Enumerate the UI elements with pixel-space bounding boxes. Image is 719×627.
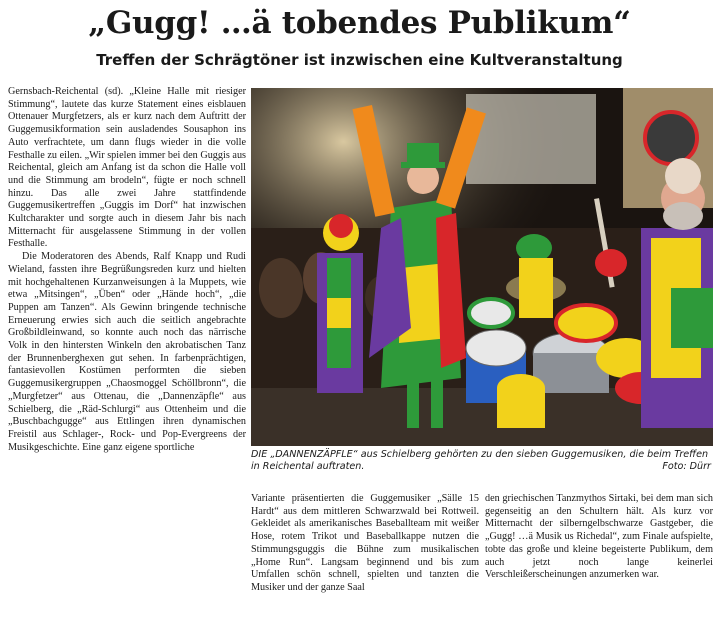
photo-illustration xyxy=(251,88,713,446)
paragraph: Variante präsentierten die Guggemusiker „Sälle 15 Hardt“ aus dem mittleren Schwarzwald bei Rottweil. Gekleidet als amerikanisches Baseballteam mit weißer Hose, rotem Trikot und Baseballkappe nutzen die Stimmungsguggis die Bühne zum musikalischen „Home Run“. Langsam beginnend und bis zum Umfallen schön schnell, spielten und tanzten die Musiker und der ganze Saal xyxy=(251,493,479,593)
paragraph: den griechischen Tanzmythos Sirtaki, bei dem man sich gegenseitig an den Schultern hält. Als kurz vor Mitternacht der silberngelbschwarze Gastgeber, die „Gugg! …ä Musik us Richedal“, zum Finale aufspielte, tobte das große und kleine begeisterte Publikum, dem auch jetzt noch lange keinerlei Verschleißerscheinungen anzumerken war. xyxy=(485,493,713,581)
paragraph: Die Moderatoren des Abends, Ralf Knapp und Rudi Wieland, fassten ihre Begrüßungsreden kurz und hielten mit hochgehaltenen Kurzanweisungen à la Muppets, wie etwa „Mitsingen“, „Üben“ oder „Hände hoch“, „die Puppen am Tanzen“. Als Gewinn bringende technische Erneuerung erwies sich auch die seitlich angebrachte Großbildleinwand, so konnte auch noch das närrische Volk in den hintersten Winkeln den akrobatischen Tanz der Brunnenberghexen gut sehen. In farbenprächtigen, fantasievollen Kostümen performten die sieben Guggemusikergruppen „Chaosmoggel Schöllbronn“, die „Murgfetzer“ aus Ottenau, die „Dannenzäpfle“ aus Schielberg, die „Räd-Schlurgi“ aus Ottenheim und die „Buschbachgugge“ aus Ettlingen ihren dynamischen Freistil aus Schlager-, Rock- und Pop-Evergreens der Musikgeschichte. Eine ganz eigene sportliche xyxy=(8,251,246,453)
photo-credit: Foto: Dürr xyxy=(662,461,711,472)
headline: „Gugg! …ä tobendes Publikum“ xyxy=(88,5,631,41)
article-column-3 xyxy=(485,493,713,625)
paragraph: Gernsbach-Reichental (sd). „Kleine Halle mit riesiger Stimmung“, lautete das kurze Statement eines eisblauen Ottenauer Murgfetzers, als er kurz nach dem Auftritt der Guggemusikformation sein ausladendes Sousaphon ins Auto verfrachtete, um dann flugs wieder in die volle Festhalle zu eilen. „Wir spielen immer bei den Guggis aus Reichental, gleich am Anfang ist da schon die Halle voll und die Stimmung am brodeln“, fügte er noch schnell hinzu. Das alle zwei Jahre stattfindende Guggemusikertreffen „Guggis im Dorf“ hat inzwischen Kultcharakter und sorgte auch in diesem Jahr bis nach Mitternacht für ausgelassene Stimmung in der vollen Festhalle. xyxy=(8,86,246,250)
article-photo xyxy=(251,88,713,446)
subheadline: Treffen der Schrägtöner ist inzwischen eine Kultveranstaltung xyxy=(96,51,623,69)
article-column-1 xyxy=(8,86,246,626)
article-column-2 xyxy=(251,493,479,625)
photo-caption xyxy=(251,449,713,473)
caption-text: DIE „DANNENZÄPFLE“ aus Schielberg gehörten zu den sieben Guggemusiken, die beim Treffen in Reichental auftraten. xyxy=(251,449,709,472)
